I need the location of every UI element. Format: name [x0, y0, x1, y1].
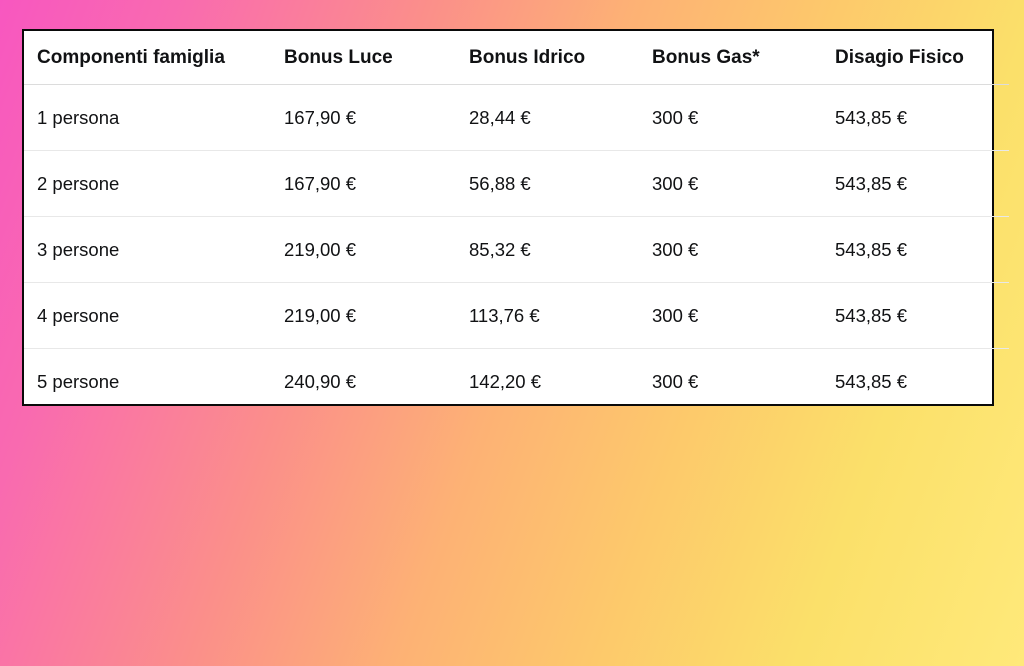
cell-disagio-fisico: 543,85 €	[835, 85, 1009, 151]
bonus-table-card	[22, 29, 994, 406]
cell-disagio-fisico: 543,85 €	[835, 283, 1009, 349]
table-row	[24, 85, 1009, 151]
cell-componenti-famiglia: 3 persone	[24, 217, 284, 283]
column-header-disagio-fisico: Disagio Fisico	[835, 31, 1009, 85]
cell-bonus-idrico: 113,76 €	[469, 283, 652, 349]
table-row	[24, 283, 1009, 349]
column-header-bonus-luce: Bonus Luce	[284, 31, 469, 85]
cell-bonus-idrico: 56,88 €	[469, 151, 652, 217]
cell-bonus-gas: 300 €	[652, 85, 835, 151]
cell-componenti-famiglia: 4 persone	[24, 283, 284, 349]
cell-disagio-fisico: 543,85 €	[835, 370, 908, 392]
table-row	[24, 151, 1009, 217]
cell-componenti-famiglia: 5 persone	[37, 370, 120, 392]
cell-bonus-idrico: 28,44 €	[469, 85, 652, 151]
cell-disagio-fisico: 543,85 €	[835, 217, 1009, 283]
cell-bonus-gas: 300 €	[652, 151, 835, 217]
cell-bonus-luce: 240,90 €	[284, 370, 357, 392]
column-header-bonus-gas: Bonus Gas*	[652, 31, 835, 85]
table-row	[24, 349, 1009, 415]
table-body	[24, 85, 1009, 415]
cell-bonus-luce: 167,90 €	[284, 85, 469, 151]
cell-bonus-idrico: 142,20 €	[469, 370, 542, 392]
cell-bonus-gas: 300 €	[652, 217, 835, 283]
cell-bonus-idrico: 85,32 €	[469, 217, 652, 283]
cell-bonus-luce: 219,00 €	[284, 217, 469, 283]
cell-componenti-famiglia: 2 persone	[24, 151, 284, 217]
cell-bonus-gas: 300 €	[652, 370, 699, 392]
table-header-row	[24, 31, 1009, 85]
bonus-table	[24, 31, 1009, 414]
cell-bonus-luce: 167,90 €	[284, 151, 469, 217]
table-row	[24, 217, 1009, 283]
table-header	[24, 31, 1009, 85]
cell-bonus-gas: 300 €	[652, 283, 835, 349]
cell-bonus-luce: 219,00 €	[284, 283, 469, 349]
column-header-bonus-idrico: Bonus Idrico	[469, 31, 652, 85]
cell-componenti-famiglia: 1 persona	[24, 85, 284, 151]
column-header-componenti-famiglia: Componenti famiglia	[24, 31, 284, 85]
cell-disagio-fisico: 543,85 €	[835, 151, 1009, 217]
